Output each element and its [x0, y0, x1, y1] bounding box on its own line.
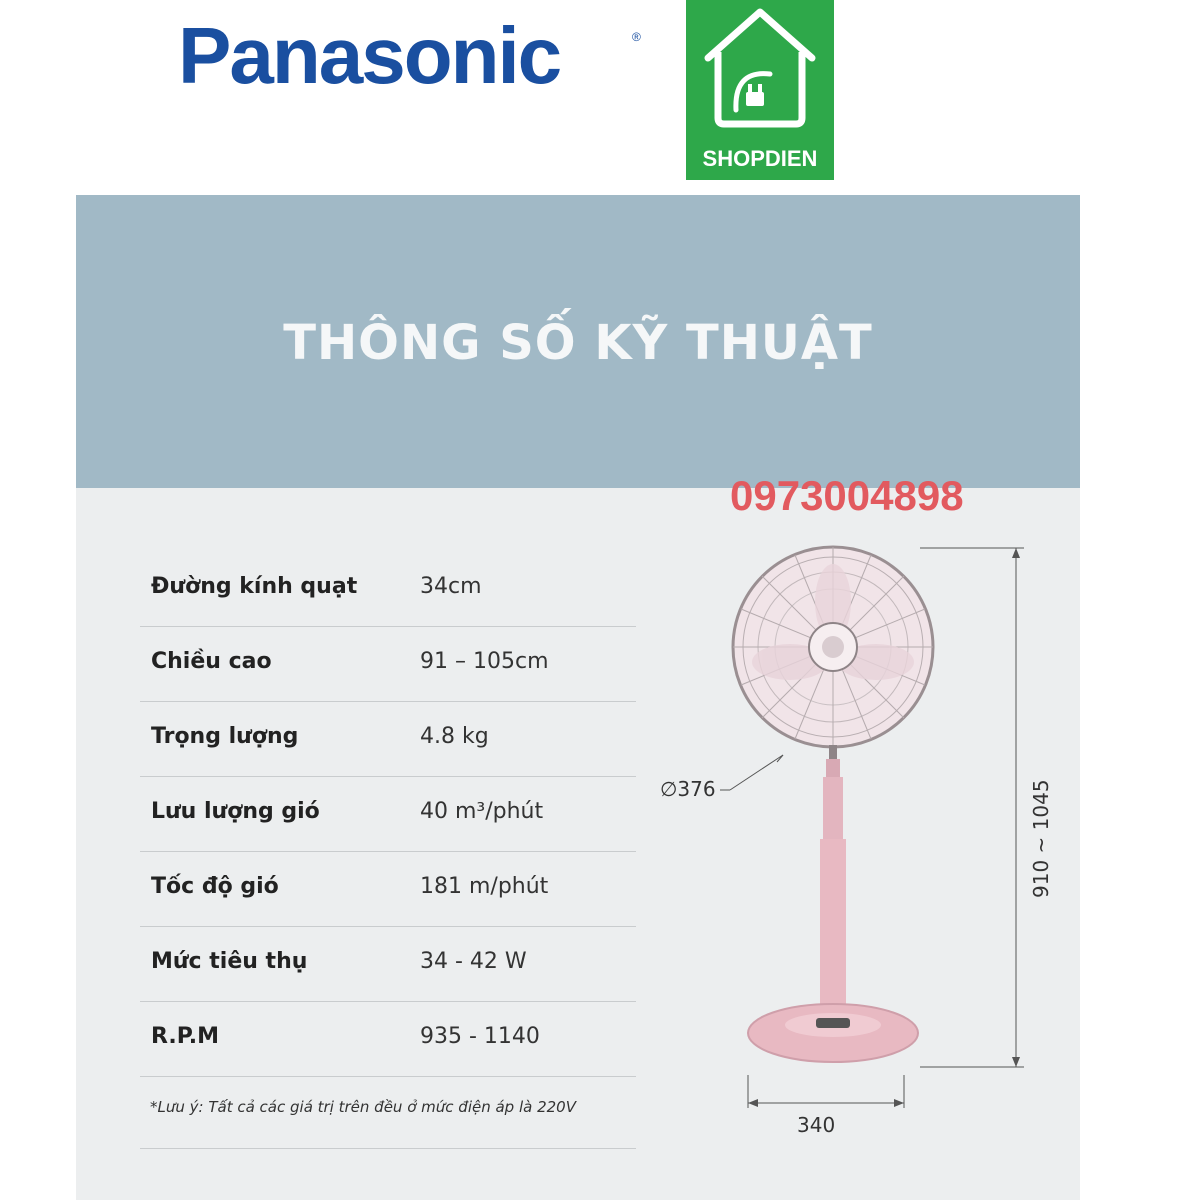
banner-title: THÔNG SỐ KỸ THUẬT: [283, 315, 873, 371]
divider: [140, 1148, 636, 1149]
panasonic-logo: Panasonic: [178, 11, 561, 100]
spec-row: [140, 777, 636, 852]
spec-row: [140, 852, 636, 927]
fan-pole-middle: [823, 777, 843, 839]
fan-diagram: [640, 530, 1080, 1180]
spec-banner: [76, 195, 1080, 488]
shop-name: SHOPDIEN: [702, 146, 818, 171]
spec-label: R.P.M: [151, 1024, 220, 1049]
spec-value: 91 – 105cm: [420, 649, 549, 674]
spec-label: Lưu lượng gió: [151, 799, 320, 824]
shopdien-logo: [686, 0, 834, 180]
spec-label: Tốc độ gió: [151, 874, 279, 899]
spec-table: [140, 552, 636, 1077]
base-width-label: 340: [797, 1113, 836, 1137]
phone-number: 0973004898: [730, 472, 964, 519]
spec-value: 34 - 42 W: [420, 949, 527, 974]
diameter-label: ∅376: [660, 777, 716, 801]
control-panel: [816, 1018, 850, 1028]
spec-label: Đường kính quạt: [151, 574, 358, 599]
spec-value: 181 m/phút: [420, 874, 549, 899]
spec-row: [140, 627, 636, 702]
fan-pole-upper: [826, 759, 840, 777]
spec-row: [140, 1002, 636, 1077]
spec-value: 34cm: [420, 574, 482, 599]
diameter-leader: [730, 755, 783, 790]
height-label: 910 ~ 1045: [1029, 779, 1053, 898]
spec-row: [140, 552, 636, 627]
spec-label: Chiều cao: [151, 649, 272, 674]
registered-mark: ®: [632, 30, 641, 44]
spec-value: 4.8 kg: [420, 724, 489, 749]
fan-neck: [829, 745, 837, 759]
spec-value: 935 - 1140: [420, 1024, 540, 1049]
spec-row: [140, 927, 636, 1002]
spec-label: Trọng lượng: [151, 724, 299, 749]
spec-label: Mức tiêu thụ: [151, 949, 308, 974]
voltage-note: *Lưu ý: Tất cả các giá trị trên đều ở mức điện áp là 220V: [150, 1098, 576, 1116]
fan-pole-lower: [820, 839, 846, 1009]
fan-head: [733, 547, 933, 747]
spec-row: [140, 702, 636, 777]
spec-value: 40 m³/phút: [420, 799, 544, 824]
